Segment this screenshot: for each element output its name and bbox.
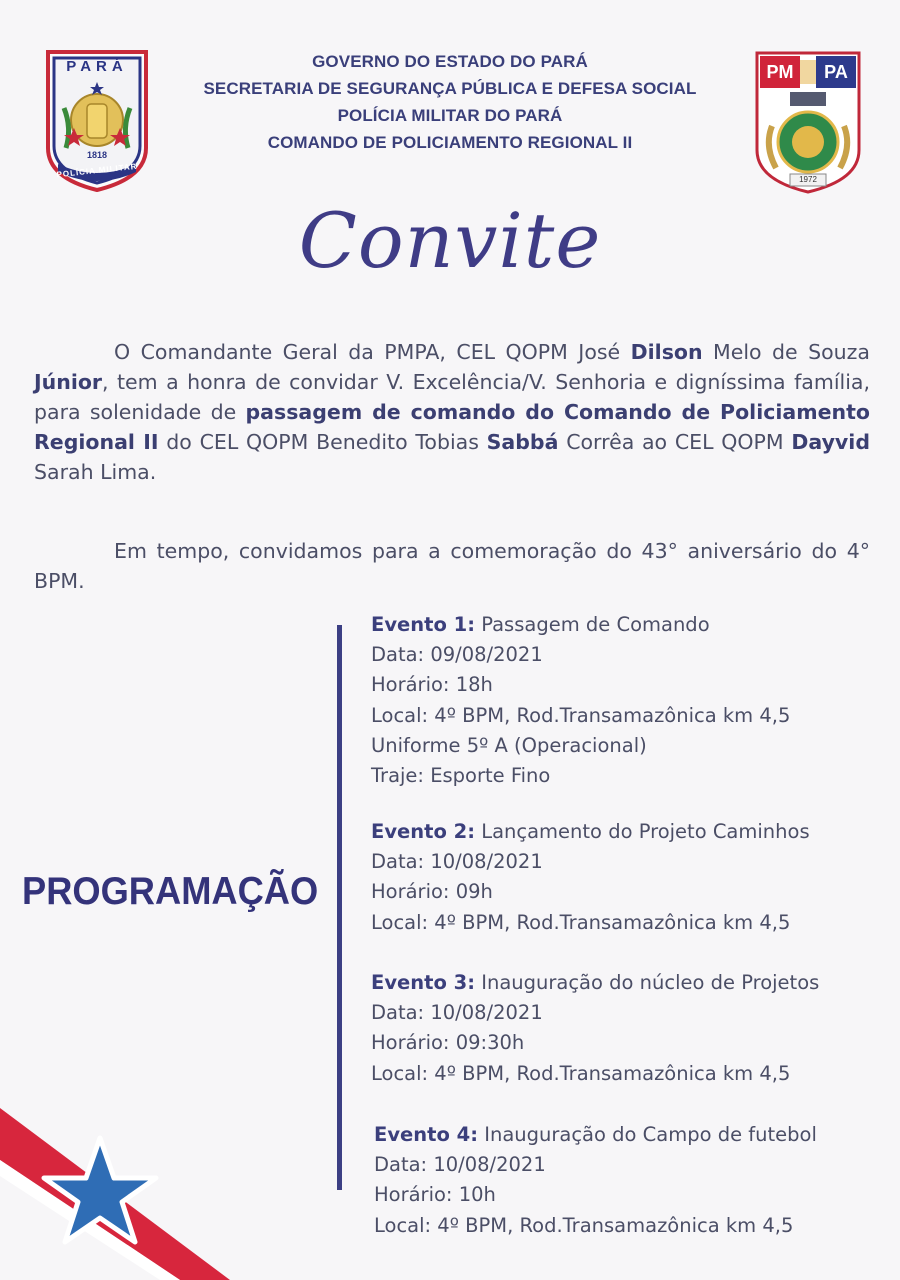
intro-text-4: do CEL QOPM Benedito Tobias bbox=[166, 430, 479, 454]
event-1-dress: Traje: Esporte Fino bbox=[371, 764, 551, 788]
schedule-divider bbox=[337, 625, 342, 1190]
event-1-time: Horário: 18h bbox=[371, 673, 493, 697]
event-3 bbox=[371, 968, 819, 1089]
pmpa-crest-logo bbox=[754, 50, 862, 195]
event-1-uniform: Uniforme 5º A (Operacional) bbox=[371, 733, 647, 757]
event-2-location: Local: 4º BPM, Rod.Transamazônica km 4,5 bbox=[371, 910, 791, 934]
crest-left-text: PM bbox=[766, 62, 794, 82]
event-3-date: Data: 10/08/2021 bbox=[371, 1001, 543, 1025]
intro-text-2: Melo de Souza bbox=[713, 340, 870, 364]
para-flag-star-icon bbox=[0, 1100, 230, 1280]
intro-bold-dilson: Dilson bbox=[630, 340, 703, 364]
event-1-location: Local: 4º BPM, Rod.Transamazônica km 4,5 bbox=[371, 703, 791, 727]
crest-year: 1972 bbox=[799, 175, 817, 184]
intro-text-6: Sarah Lima. bbox=[34, 460, 157, 484]
event-3-location: Local: 4º BPM, Rod.Transamazônica km 4,5 bbox=[371, 1061, 791, 1085]
intro-bold-junior: Júnior bbox=[34, 370, 103, 394]
intro-text-5: Corrêa ao CEL QOPM bbox=[566, 430, 784, 454]
anniversary-paragraph bbox=[34, 536, 870, 596]
event-4-time: Horário: 10h bbox=[374, 1183, 496, 1207]
event-3-time: Horário: 09:30h bbox=[371, 1031, 525, 1055]
intro-bold-sabba: Sabbá bbox=[486, 430, 559, 454]
event-4-name: Inauguração do Campo de futebol bbox=[484, 1123, 817, 1146]
header-line-command: COMANDO DE POLICIAMENTO REGIONAL II bbox=[267, 133, 633, 152]
event-1-label: Evento 1: bbox=[371, 613, 476, 636]
event-4 bbox=[374, 1120, 817, 1241]
event-4-location: Local: 4º BPM, Rod.Transamazônica km 4,5 bbox=[374, 1213, 794, 1237]
page-title: Convite bbox=[298, 196, 602, 285]
crest-right-text: PA bbox=[824, 62, 848, 82]
event-4-date: Data: 10/08/2021 bbox=[374, 1153, 546, 1177]
event-2-date: Data: 10/08/2021 bbox=[371, 850, 543, 874]
invitation-paragraph bbox=[34, 337, 870, 487]
event-1-date: Data: 09/08/2021 bbox=[371, 643, 543, 667]
event-1-name: Passagem de Comando bbox=[481, 613, 710, 636]
intro-text-3: , tem a honra de convidar V. Excelência/V. Senhoria e digníssima família, para solenidade de bbox=[34, 370, 870, 424]
shield-year: 1818 bbox=[86, 150, 108, 160]
event-2-name: Lançamento do Projeto Caminhos bbox=[481, 820, 810, 843]
event-2-label: Evento 2: bbox=[371, 820, 476, 843]
anniversary-text: Em tempo, convidamos para a comemoração do 43° aniversário do 4° BPM. bbox=[34, 539, 870, 593]
event-3-label: Evento 3: bbox=[371, 971, 476, 994]
programacao-heading: PROGRAMAÇÃO bbox=[22, 870, 319, 913]
intro-bold-passagem: passagem de comando do Comando de Policiamento Regional II bbox=[34, 400, 870, 454]
header-line-secretariat: SECRETARIA DE SEGURANÇA PÚBLICA E DEFESA SOCIAL bbox=[203, 79, 697, 98]
shield-ribbon-text: POLÍCIA MILITAR bbox=[56, 161, 138, 180]
shield-top-text: PARÁ bbox=[66, 58, 128, 75]
event-3-name: Inauguração do núcleo de Projetos bbox=[481, 971, 820, 994]
event-1 bbox=[371, 610, 790, 791]
pmpa-shield-logo bbox=[44, 48, 150, 194]
intro-text-1: O Comandante Geral da PMPA, CEL QOPM José bbox=[114, 340, 621, 364]
event-4-label: Evento 4: bbox=[374, 1123, 479, 1146]
header-line-police: POLÍCIA MILITAR DO PARÁ bbox=[337, 106, 563, 125]
header-line-government: GOVERNO DO ESTADO DO PARÁ bbox=[312, 52, 588, 71]
intro-bold-dayvid: Dayvid bbox=[791, 430, 870, 454]
event-2 bbox=[371, 817, 810, 938]
event-2-time: Horário: 09h bbox=[371, 880, 493, 904]
